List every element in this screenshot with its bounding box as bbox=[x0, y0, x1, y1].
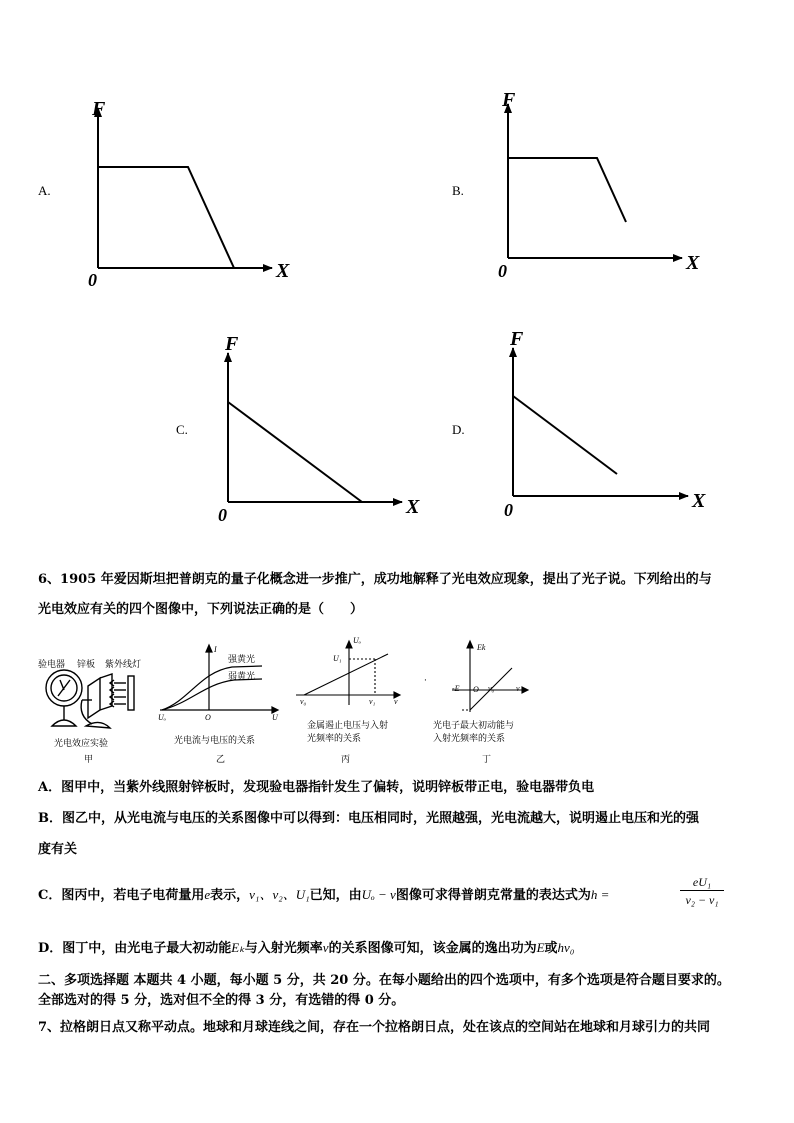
fig-jia-label-zinc: 锌板 bbox=[77, 660, 96, 670]
graph-b-curve bbox=[508, 158, 626, 222]
graph-c-y-label: F bbox=[225, 333, 239, 355]
fig-bing-v1-label: ν₁ bbox=[369, 697, 376, 706]
graph-b-option-label: B. bbox=[452, 183, 464, 198]
fig-yi-y-label: I bbox=[214, 645, 217, 654]
fig-yi-strong-label: 强黄光 bbox=[228, 655, 256, 665]
q6-option-d-tail: 的关系图像可知，该金属的逸出功为 bbox=[328, 941, 537, 956]
graph-a bbox=[98, 108, 272, 268]
q6-option-d-hv: hν₀ bbox=[557, 940, 575, 955]
section2-line1: 二、多项选择题 本题共 4 小题，每小题 5 分，共 20 分。在每小题给出的四个选项中，有多个选项是符合题目要求的。 bbox=[38, 973, 730, 988]
fig-yi-uc-label: Uₒ bbox=[158, 713, 167, 722]
graph-b-y-label: F bbox=[502, 89, 516, 111]
q6-option-d-ek: Eₖ bbox=[231, 940, 245, 955]
graph-a-y-label: F bbox=[92, 98, 106, 120]
graph-d-y-label: F bbox=[510, 328, 524, 350]
fig-ding-graph bbox=[452, 641, 528, 712]
fig-ding-caption-1: 光电子最大初动能与 bbox=[433, 721, 515, 731]
fig-yi-graph bbox=[160, 645, 278, 713]
fig-yi-u-label: U bbox=[272, 713, 278, 722]
fig-ding-v0-label: ν₀ bbox=[488, 684, 495, 693]
fig-bing-caption-1: 金属遏止电压与入射 bbox=[307, 721, 389, 731]
zinc-plate-icon bbox=[88, 678, 100, 718]
uv-lamp-icon bbox=[128, 676, 134, 710]
fig-jia-apparatus bbox=[46, 670, 134, 728]
graph-c-origin: 0 bbox=[218, 505, 227, 525]
q6-option-c-numerator: eU₁ bbox=[680, 874, 724, 891]
fig-ding-v-label: ν bbox=[516, 684, 520, 693]
q6-option-c-vars: ν₁、ν₂、U₁ bbox=[249, 887, 310, 902]
fig-ding-caption-2: 入射光频率的关系 bbox=[433, 734, 506, 744]
graph-d-option-label: D. bbox=[452, 422, 465, 437]
graph-d-curve bbox=[513, 396, 617, 474]
fig-bing-v-label: ν bbox=[394, 697, 398, 706]
fig-yi-caption: 光电流与电压的关系 bbox=[174, 736, 256, 746]
q6-option-b-line2: 度有关 bbox=[38, 842, 78, 857]
fig-yi-weak-label: 弱黄光 bbox=[228, 672, 256, 682]
q6-option-d-v: ν bbox=[322, 940, 329, 955]
q6-option-c-denominator: ν₂ − ν₁ bbox=[685, 893, 719, 907]
graph-a-origin: 0 bbox=[88, 270, 97, 290]
fig-ding-origin-label: O bbox=[473, 685, 479, 694]
q6-option-d bbox=[38, 938, 574, 959]
fig-bing-y-label: Uₒ bbox=[353, 636, 362, 645]
q6-stem-line1: 6、1905 年爱因斯坦把普朗克的量子化概念进一步推广，成功地解释了光电效应现象，提出了光子说。下列给出的与 bbox=[38, 572, 712, 587]
q7-line1: 7、拉格朗日点又称平动点。地球和月球连线之间，存在一个拉格朗日点，处在该点的空间站在地球和月球引力的共同 bbox=[38, 1020, 711, 1035]
graph-a-x-label: X bbox=[276, 260, 290, 282]
fig-bing-caption-2: 光频率的关系 bbox=[307, 734, 362, 744]
fig-yi-origin-label: O bbox=[205, 713, 211, 722]
q6-option-c bbox=[38, 885, 609, 906]
fig-ding-name: 丁 bbox=[482, 755, 492, 765]
graph-d-x-label: X bbox=[692, 490, 706, 512]
q6-option-d-mid: 与入射光频率 bbox=[244, 941, 323, 956]
q6-option-c-fraction bbox=[680, 874, 724, 909]
graph-a-option-label: A. bbox=[38, 183, 51, 198]
graph-b-origin: 0 bbox=[498, 261, 507, 281]
fig-ding-e-label: -E bbox=[452, 684, 460, 693]
graph-b bbox=[508, 104, 682, 258]
graph-a-curve bbox=[98, 167, 234, 268]
q6-option-c-known: 已知，由 bbox=[309, 888, 362, 903]
fig-jia-name: 甲 bbox=[84, 755, 94, 765]
graph-c-curve bbox=[228, 402, 362, 502]
section2-line2: 全部选对的得 5 分，选对但不全的得 3 分，有选错的得 0 分。 bbox=[38, 993, 405, 1008]
graph-c-option-label: C. bbox=[176, 422, 188, 437]
graph-d bbox=[513, 348, 688, 496]
fig-bing-graph bbox=[296, 641, 400, 705]
fig-jia-caption: 光电效应实验 bbox=[54, 739, 109, 749]
fig-jia-label-lamp: 紫外线灯 bbox=[105, 660, 142, 670]
fig-bing-name: 丙 bbox=[341, 755, 351, 765]
fig-bing-u1-label: U₁ bbox=[333, 654, 342, 663]
graph-b-x-label: X bbox=[686, 252, 700, 274]
q6-option-c-h: h = bbox=[590, 887, 610, 902]
fig-dot: · bbox=[424, 676, 427, 686]
graph-c-x-label: X bbox=[406, 496, 420, 518]
q6-stem-line2: 光电效应有关的四个图像中，下列说法正确的是（ ） bbox=[38, 602, 364, 617]
q6-option-a: A．图甲中，当紫外线照射锌板时，发现验电器指针发生了偏转，说明锌板带正电，验电器带负电 bbox=[38, 780, 595, 795]
fig-yi-name: 乙 bbox=[216, 755, 226, 765]
q6-option-d-pre: D．图丁中，由光电子最大初动能 bbox=[38, 941, 232, 956]
q6-option-d-or: 或 bbox=[544, 941, 558, 956]
q6-option-d-e: E bbox=[536, 940, 545, 955]
graph-d-origin: 0 bbox=[504, 500, 513, 520]
fig-ding-y-label: Ek bbox=[477, 643, 486, 652]
graph-c bbox=[228, 353, 402, 502]
q6-option-c-uc: Uₒ − ν bbox=[361, 887, 396, 902]
q6-option-c-tail: 图像可求得普朗克常量的表达式为 bbox=[395, 888, 591, 903]
fig-bing-v0-label: ν₀ bbox=[300, 697, 307, 706]
q6-option-c-mid: 表示， bbox=[210, 888, 250, 903]
q6-option-c-pre: C．图丙中，若电子电荷量用 bbox=[38, 888, 205, 903]
q6-option-b-line1: B．图乙中，从光电流与电压的关系图像中可以得到：电压相同时，光照越强，光电流越大，说明遏止电压和光的强 bbox=[38, 811, 699, 826]
q6-option-c-e: e bbox=[204, 887, 211, 902]
weak-light-curve bbox=[162, 679, 262, 710]
graphs-svg bbox=[0, 0, 794, 540]
fig-jia-label-electroscope: 验电器 bbox=[38, 660, 66, 670]
